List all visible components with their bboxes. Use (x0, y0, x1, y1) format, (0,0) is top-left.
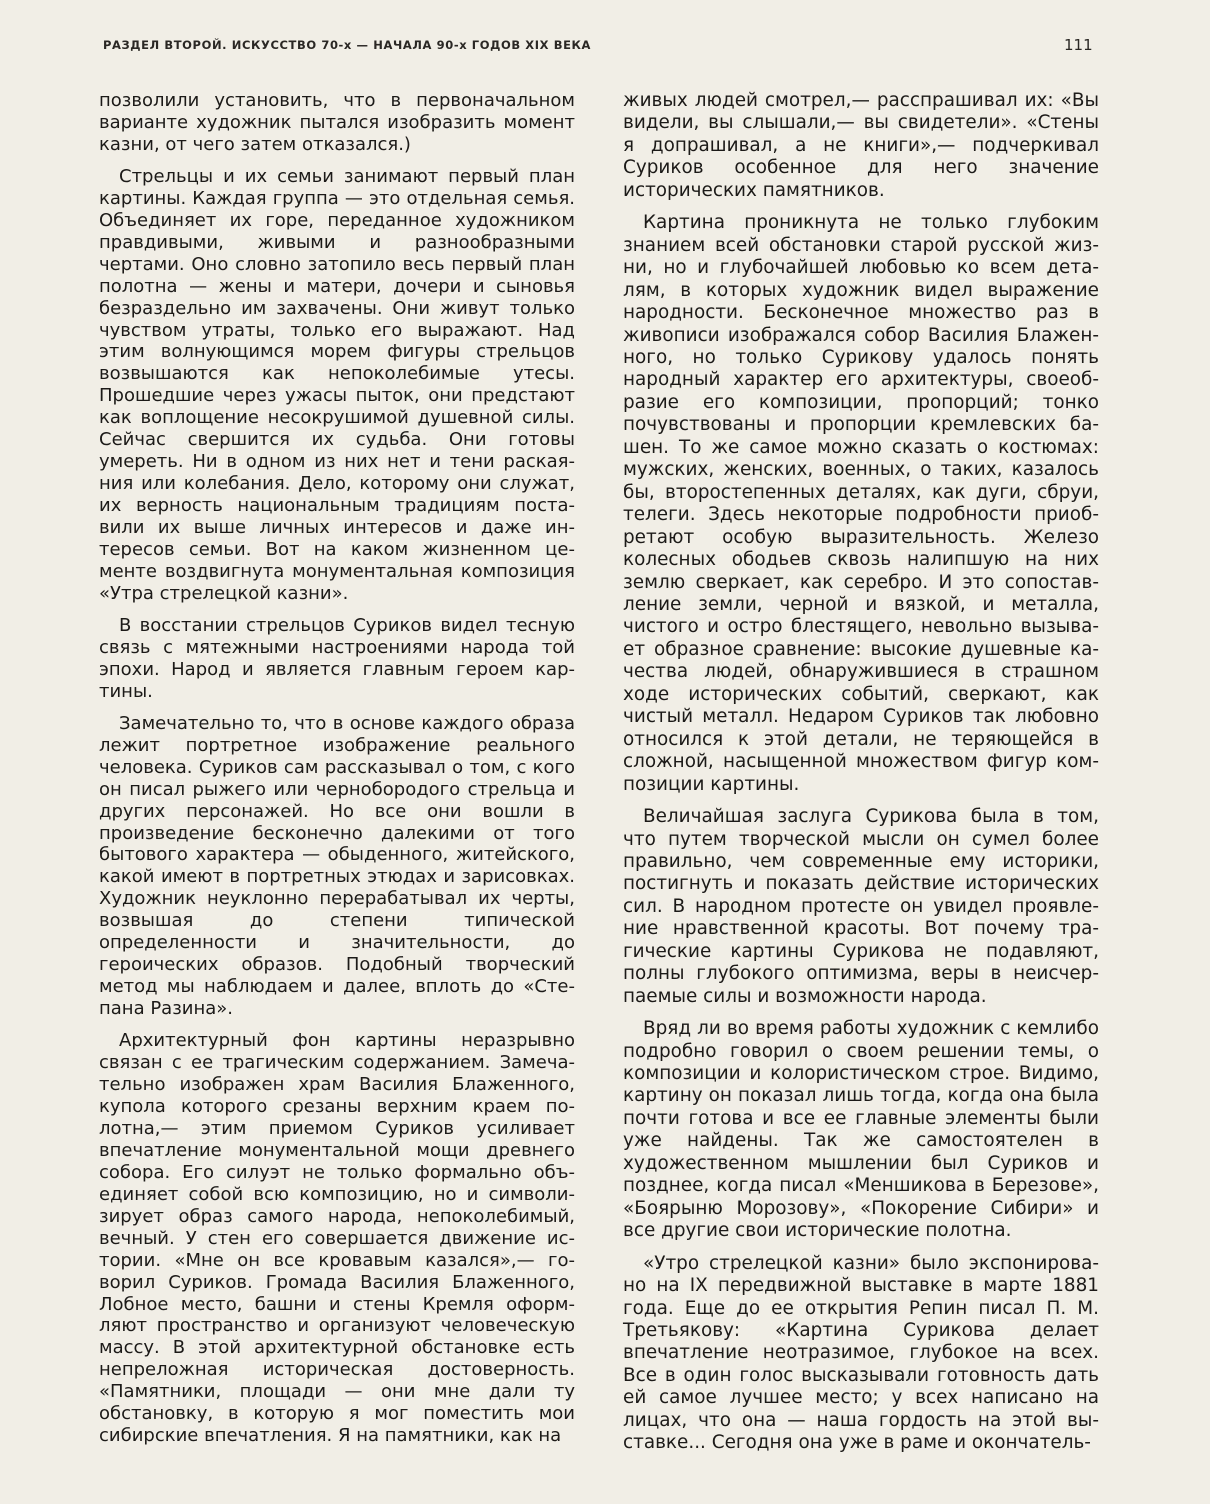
running-head: РАЗДЕЛ ВТОРОЙ. ИСКУССТВО 70-х — НАЧАЛА 90-х ГОДОВ XIX ВЕКА (103, 38, 592, 52)
paragraph-continuation: живых людей смотрел,— расспрашивал их: «Вы видели, вы слышали,— вы свидетели». «Стены я допрашивал, а не книги»,— подчеркивал Суриков особенное для него значение исторических памятников. (623, 90, 1099, 201)
right-text-column (623, 90, 1099, 1455)
paragraph: Стрельцы и их семьи занимают первый план картины. Каждая группа — это отдельная семья. Объединяет их горе, переданное художником правдивыми, живыми и разнообразными чертами. Оно словно затопило весь первый план полотна — жены и матери, дочери и сыновья безраздельно им захвачены. Они живут только чувством утраты, только его выражают. Над этим волнующимся морем фигуры стрельцов возвышаются как непоколебимые утесы. Прошедшие через ужасы пыток, они предстают как воплощение несокрушимой душевной силы. Сейчас свершится их судьба. Они готовы умереть. Ни в одном из них нет и тени раскаяния или колебания. Дело, которому они служат, их верность национальным традициям поставили их выше личных интересов и даже интересов семьи. Вот на каком жизненном цементе воздвигнута монументальная композиция «Утра стрелецкой казни». (99, 165, 575, 604)
paragraph: «Утро стрелецкой казни» было экспонировано на IX передвижной выставке в марте 1881 года. Еще до ее открытия Репин писал П. М. Третьякову: «Картина Сурикова делает впечатление неотразимое, глубокое на всех. Все в один голос высказывали готовность дать ей самое лучшее место; у всех написано на лицах, что она — наша гордость на этой выставке... Сегодня она уже в раме и окончатель- (623, 1252, 1099, 1454)
paragraph: Замечательно то, что в основе каждого образа лежит портретное изображение реального человека. Суриков сам рассказывал о том, с кого он писал рыжего или чернобородого стрельца и других персонажей. Но все они вошли в произведение бесконечно далекими от того бытового характера — обыденного, житейского, какой имеют в портретных этюдах и зарисовках. Художник неуклонно перерабатывал их черты, возвышая до степени типической определенности и значительности, до героических образов. Подобный творческий метод мы наблюдаем и далее, вплоть до «Степана Разина». (99, 712, 575, 1020)
page-number: 111 (1064, 36, 1093, 54)
paragraph-continuation: позволили установить, что в первоначальном варианте художник пытался изобразить момент казни, от чего затем отказался.) (99, 90, 575, 155)
paragraph: Архитектурный фон картины неразрывно связан с ее трагическим содержанием. Замечательно изображен храм Василия Блаженного, купола которого срезаны верхним краем полотна,— этим приемом Суриков усиливает впечатление монументальной мощи древнего собора. Его силуэт не только формально объединяет собой всю композицию, но и символизирует образ самого народа, непоколебимый, вечный. У стен его совершается движение истории. «Мне он все кровавым казался»,— говорил Суриков. Громада Василия Блаженного, Лобное место, башни и стены Кремля оформляют пространство и организуют человеческую массу. В этой архитектурной обстановке есть непреложная историческая достоверность. «Памятники, площади — они мне дали ту обстановку, в которую я мог поместить мои сибирские впечатления. Я на памятники, как на (99, 1030, 575, 1447)
paragraph: Величайшая заслуга Сурикова была в том, что путем творческой мысли он сумел более правильно, чем современные ему историки, постигнуть и показать действие исторических сил. В народном протесте он увидел проявление нравственной красоты. Вот почему трагические картины Сурикова не подавляют, полны глубокого оптимизма, веры в неисчерпаемые силы и возможности народа. (623, 806, 1099, 1007)
paragraph: Вряд ли во время работы художник с кемлибо подробно говорил о своем решении темы, о композиции и колористическом строе. Видимо, картину он показал лишь тогда, когда она была почти готова и все ее главные элементы были уже найдены. Так же самостоятелен в художественном мышлении был Суриков и позднее, когда писал «Меншикова в Березове», «Боярыню Морозову», «Покорение Сибири» и все другие свои исторические полотна. (623, 1018, 1099, 1242)
paragraph: Картина проникнута не только глубоким знанием всей обстановки старой русской жизни, но и глубочайшей любовью ко всем деталям, в которых художник видел выражение народности. Бесконечное множество раз в живописи изображался собор Василия Блаженного, но только Сурикову удалось понять народный характер его архитектуры, своеобразие его композиции, пропорций; тонко почувствованы и пропорции кремлевских башен. То же самое можно сказать о костюмах: мужских, женских, военных, о таких, казалось бы, второстепенных деталях, как дуги, сбруи, телеги. Здесь некоторые подробности приобретают особую выразительность. Железо колесных ободьев сквозь налипшую на них землю сверкает, как серебро. И это сопоставление земли, черной и вязкой, и металла, чистого и остро блестящего, невольно вызывает образное сравнение: высокие душевные качества людей, обнаружившиеся в страшном ходе исторических событий, сверкают, как чистый металл. Недаром Суриков так любовно относился к этой детали, не теряющейся в сложной, насыщенной множеством фигур композиции картины. (623, 212, 1099, 795)
paragraph: В восстании стрельцов Суриков видел тесную связь с мятежными настроениями народа той эпохи. Народ и является главным героем картины. (99, 614, 575, 702)
left-text-column (99, 90, 575, 1447)
